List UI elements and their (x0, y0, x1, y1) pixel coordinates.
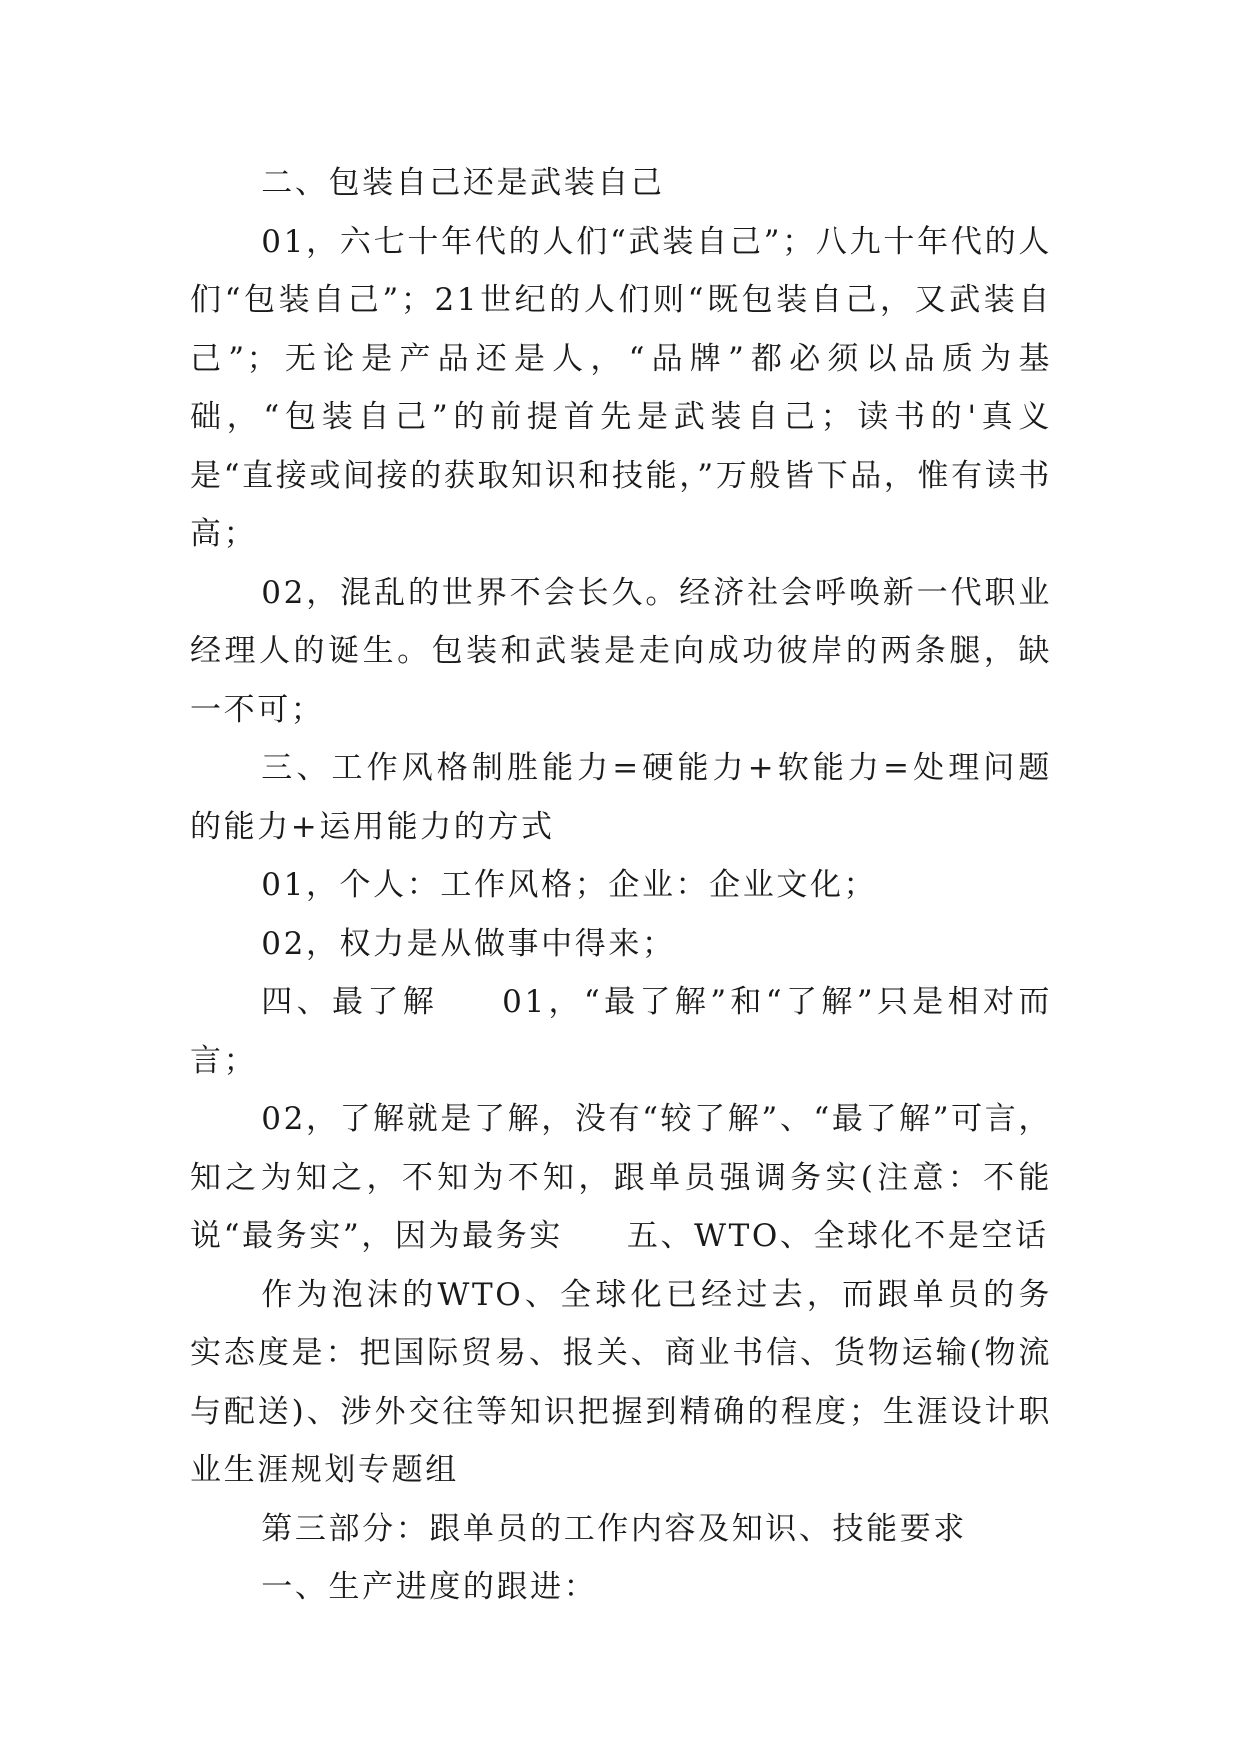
most-understand-point-01: 01，“最了解”和“了解”只是相对而言； (190, 984, 1053, 1079)
paragraph-01-work-style: 01，个人：工作风格；企业：企业文化； (261, 867, 878, 903)
paragraph-02-chaos: 02，混乱的世界不会长久。经济社会呼唤新一代职业经理人的诞生。包装和武装是走向成功彼岸的两条腿，缺一不可； (190, 574, 1052, 728)
paragraph-01-packaging: 01，六七十年代的人们“武装自己”；八九十年代的人们“包装自己”；21世纪的人们则“既包装自己，又武装自己”；无论是产品还是人，“品牌”都必须以品质为基础，“包装自己”的前提首先是武装自己；读书的'真义是“直接或间接的获取知识和技能，”万般皆下品，惟有读书高； (190, 223, 1052, 552)
part-three-heading: 第三部分：跟单员的工作内容及知识、技能要求 (261, 1510, 967, 1547)
document-body (190, 154, 1052, 1617)
paragraph-02-understand (190, 1090, 1052, 1266)
section-heading-most-understand: 四、最了解 (261, 984, 439, 1020)
paragraph-most-understand (190, 973, 1052, 1090)
section-heading-production-progress: 一、生产进度的跟进： (261, 1569, 598, 1605)
paragraph-wto: 作为泡沫的WTO、全球化已经过去，而跟单员的务实态度是：把国际贸易、报关、商业书信、货物运输(物流与配送)、涉外交往等知识把握到精确的程度；生涯设计职业生涯规划专题组 (190, 1276, 1052, 1488)
understand-point-02: 02，了解就是了解，没有“较了解”、“最了解”可言，知之为知之，不知为不知，跟单员强调务实(注意：不能说“最务实”，因为最务实 (190, 1101, 1052, 1254)
paragraph-02-power: 02，权力是从做事中得来； (261, 925, 676, 962)
section-heading-wto: 五、WTO、全球化不是空话 (626, 1218, 1049, 1254)
section-heading-packaging: 二、包装自己还是武装自己 (261, 165, 665, 201)
section-heading-work-style: 三、工作风格制胜能力=硬能力+软能力=处理问题的能力+运用能力的方式 (190, 750, 1052, 845)
